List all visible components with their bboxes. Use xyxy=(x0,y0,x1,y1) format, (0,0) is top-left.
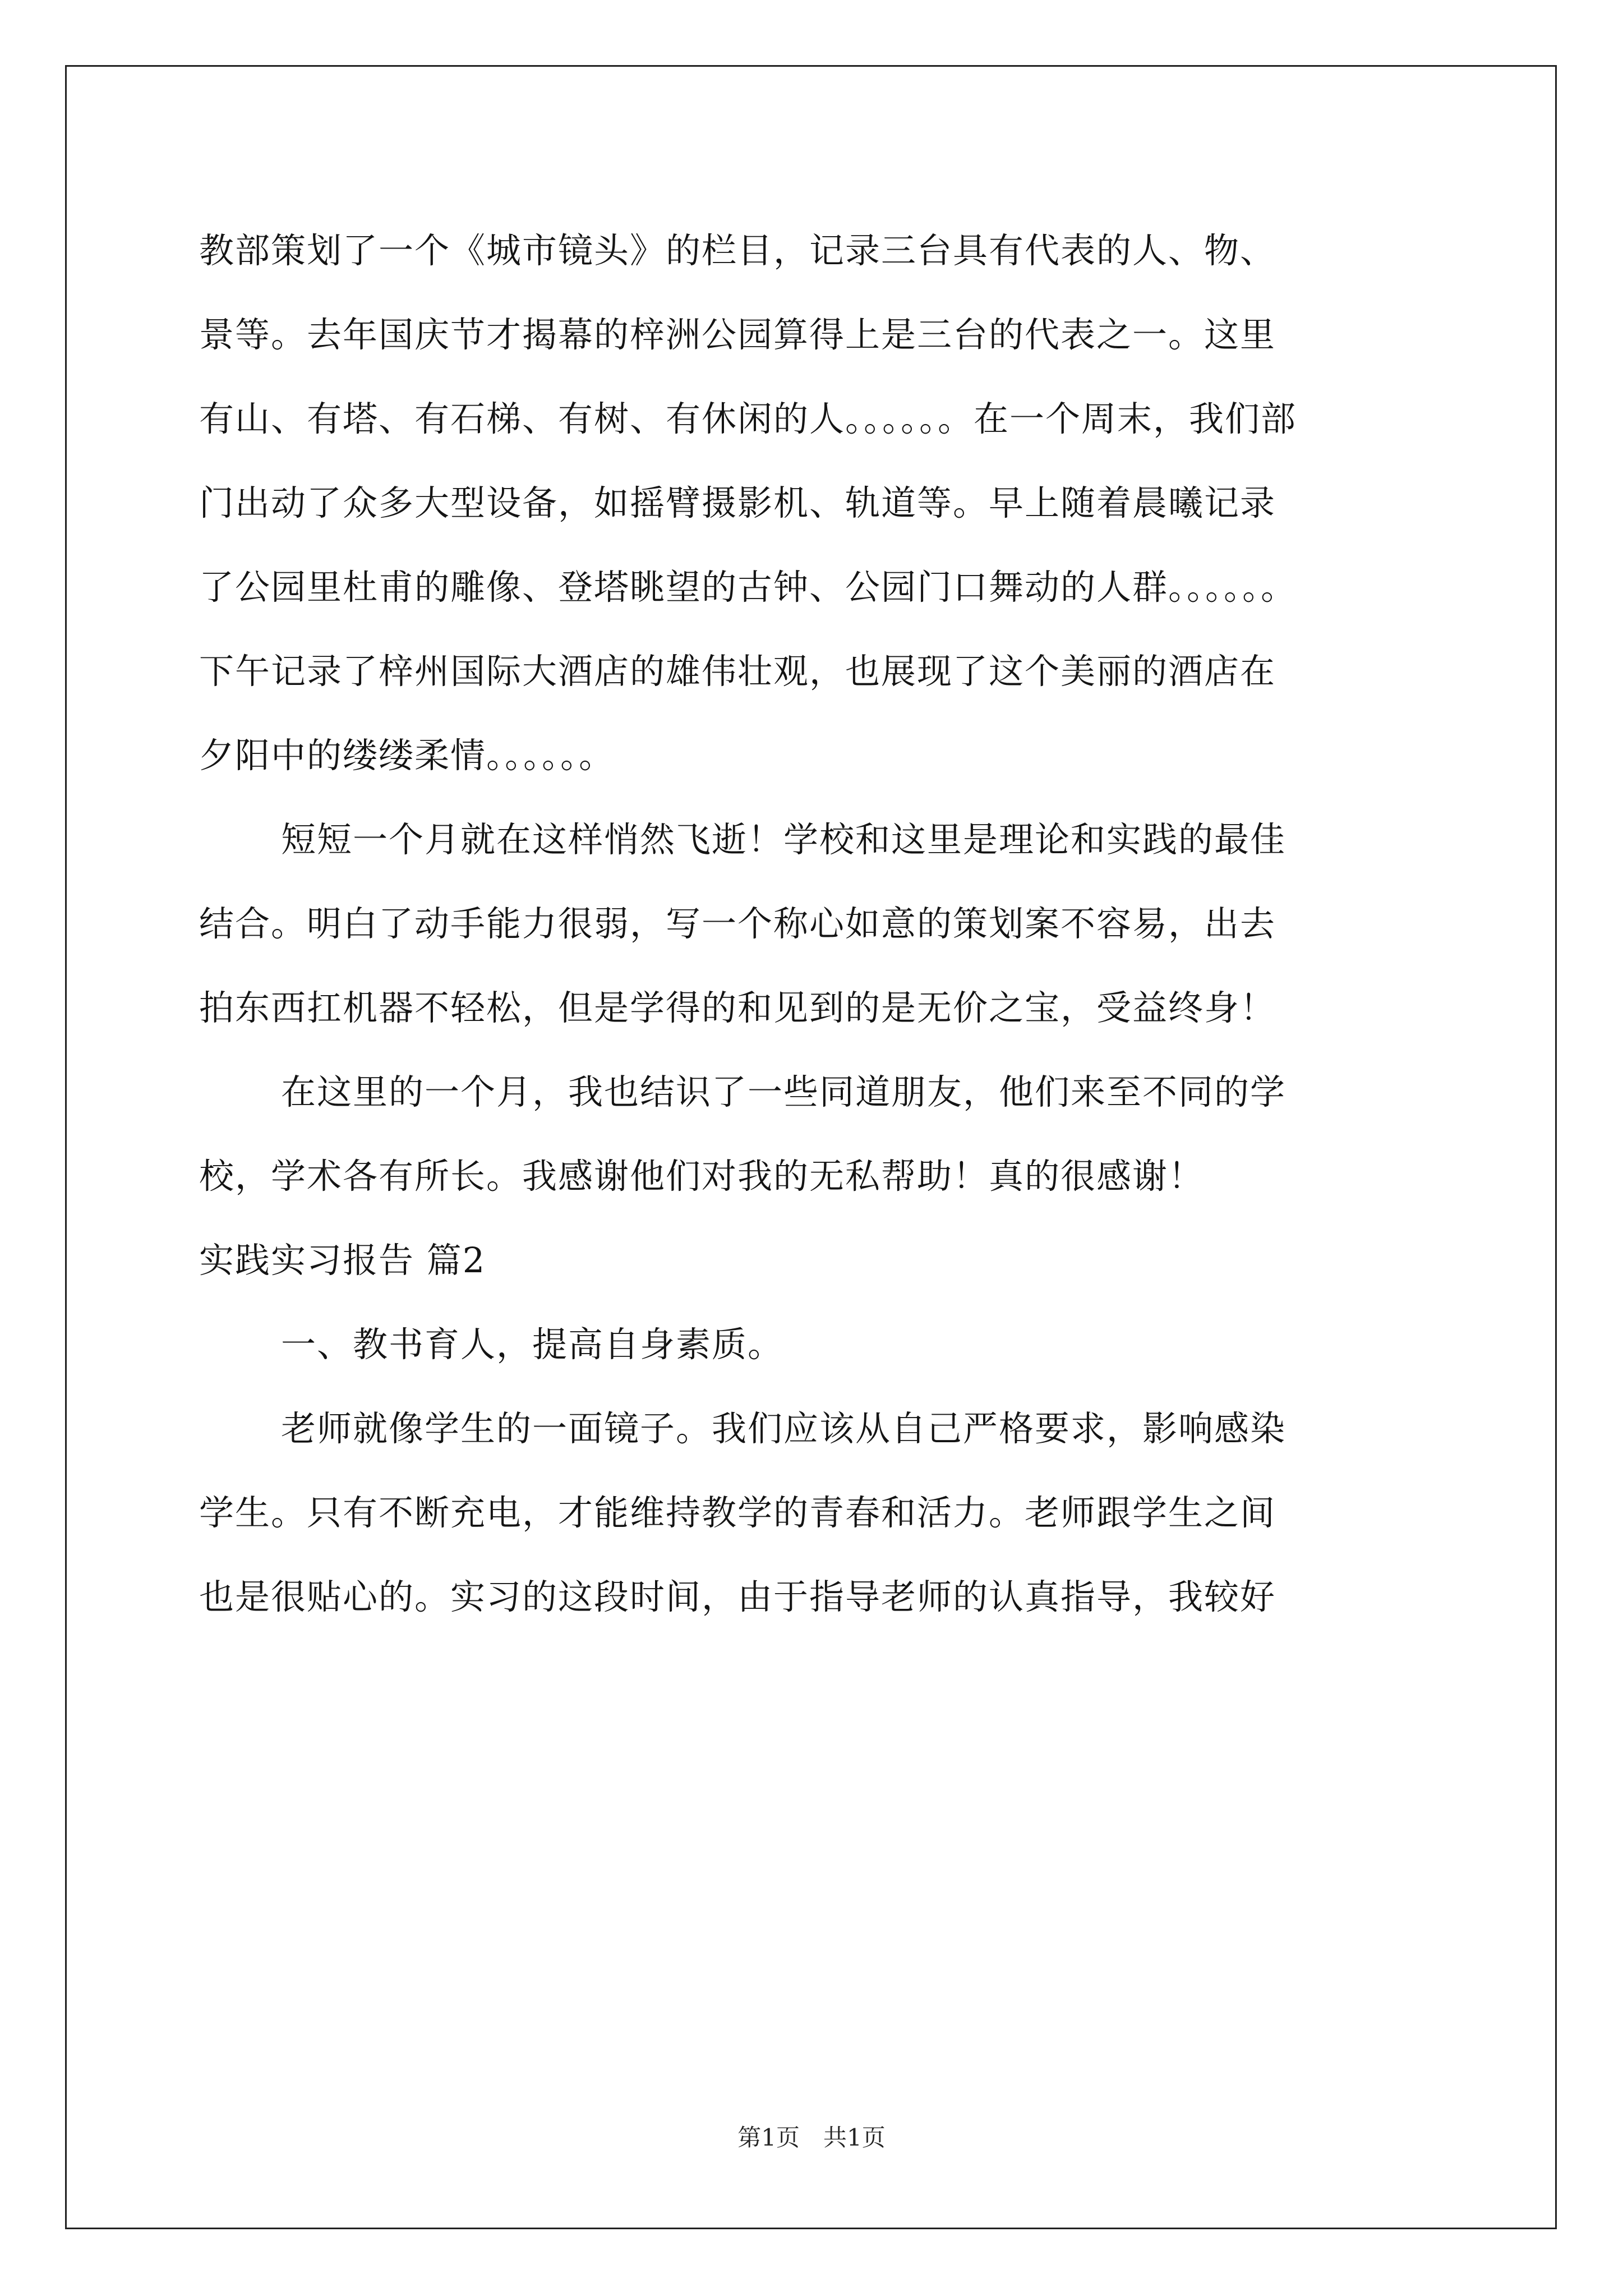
text-line: 在这里的一个月，我也结识了一些同道朋友，他们来至不同的学 xyxy=(281,1071,1287,1112)
heading-text: 实践实习报告 篇2 xyxy=(199,1240,486,1281)
text-line: 夕阳中的缕缕柔情。。。。。。 xyxy=(199,735,615,776)
text-line: 门出动了众多大型设备，如摇臂摄影机、轨道等。早上随着晨曦记录 xyxy=(199,482,1276,523)
text-line: 短短一个月就在这样悄然飞逝！学校和这里是理论和实践的最佳 xyxy=(281,819,1287,860)
text-line: 一、教书育人，提高自身素质。 xyxy=(281,1324,784,1365)
text-line: 下午记录了梓州国际大酒店的雄伟壮观，也展现了这个美丽的酒店在 xyxy=(199,651,1276,692)
text-line: 有山、有塔、有石梯、有树、有休闲的人。。。。。。在一个周末，我们部 xyxy=(199,398,1297,439)
text-line: 学生。只有不断充电，才能维持教学的青春和活力。老师跟学生之间 xyxy=(199,1492,1276,1533)
page-footer: 第1页 共1页 xyxy=(737,2124,886,2151)
text-line: 校，学术各有所长。我感谢他们对我的无私帮助！真的很感谢！ xyxy=(199,1156,1205,1197)
paragraph xyxy=(199,1303,1422,1387)
text-line: 老师就像学生的一面镜子。我们应该从自己严格要求，影响感染 xyxy=(281,1408,1287,1449)
text-line: 了公园里杜甫的雕像、登塔眺望的古钟、公园门口舞动的人群。。。。。。 xyxy=(199,567,1297,608)
paragraph xyxy=(199,1050,1422,1218)
text-line: 景等。去年国庆节才揭幕的梓洲公园算得上是三台的代表之一。这里 xyxy=(199,314,1276,355)
text-line: 教部策划了一个《城市镜头》的栏目，记录三台具有代表的人、物、 xyxy=(199,230,1276,271)
paragraph xyxy=(199,798,1422,1050)
section-heading xyxy=(199,1218,1422,1303)
paragraph xyxy=(199,209,1422,798)
paragraph xyxy=(199,1387,1422,1639)
text-line: 拍东西扛机器不轻松，但是学得的和见到的是无价之宝，受益终身！ xyxy=(199,987,1276,1028)
text-line: 也是很贴心的。实习的这段时间，由于指导老师的认真指导，我较好 xyxy=(199,1576,1276,1617)
document-body xyxy=(199,209,1422,1639)
text-line: 结合。明白了动手能力很弱，写一个称心如意的策划案不容易，出去 xyxy=(199,903,1276,944)
